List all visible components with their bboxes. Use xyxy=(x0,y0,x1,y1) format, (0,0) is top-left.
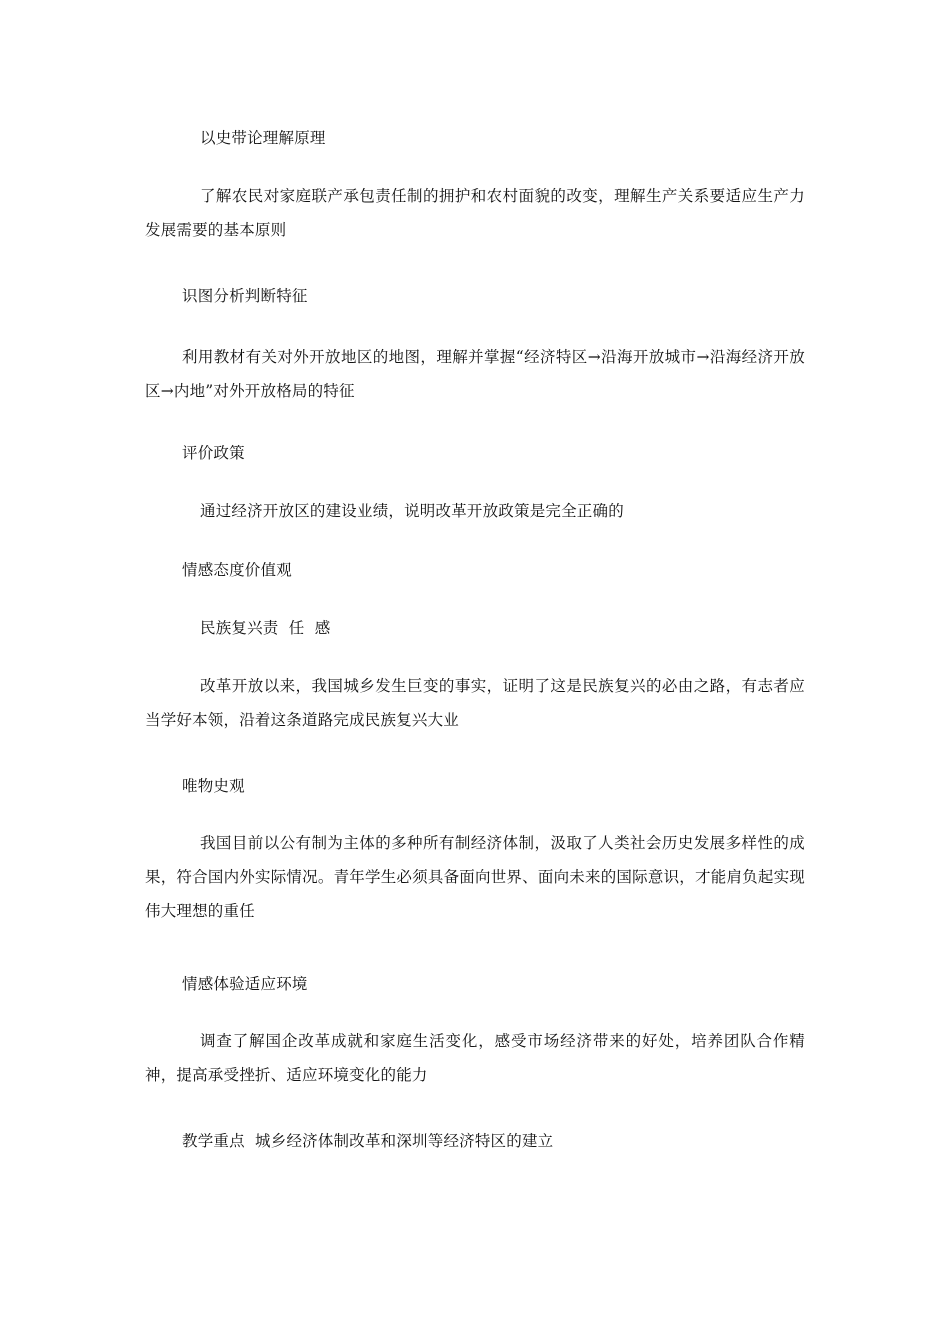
paragraph-open-zone-achievements: 通过经济开放区的建设业绩，说明改革开放政策是完全正确的 xyxy=(200,502,624,520)
paragraph-ownership-system: 我国目前以公有制为主体的多种所有制经济体制，汲取了人类社会历史发展多样性的成果，符合国内外实际情况。青年学生必须具备面向世界、面向未来的国际意识，才能肩负起实现伟大理想的重任 xyxy=(145,834,805,920)
heading-emotion-attitude-values: 情感态度价值观 xyxy=(182,561,292,579)
heading-historical-materialism: 唯物史观 xyxy=(182,777,245,795)
paragraph-reform-changes: 改革开放以来，我国城乡发生巨变的事实，证明了这是民族复兴的必由之路，有志者应当学好本领，沿着这条道路完成民族复兴大业 xyxy=(145,677,805,729)
heading-history-principle: 以史带论理解原理 xyxy=(200,129,326,147)
heading-national-rejuvenation: 民族复兴责 任 感 xyxy=(200,619,331,637)
heading-teaching-focus: 教学重点 城乡经济体制改革和深圳等经济特区的建立 xyxy=(182,1132,554,1150)
paragraph-soe-reform-survey: 调查了解国企改革成就和家庭生活变化，感受市场经济带来的好处，培养团队合作精神，提高承受挫折、适应环境变化的能力 xyxy=(145,1032,805,1084)
paragraph-opening-pattern: 利用教材有关对外开放地区的地图，理解并掌握“经济特区→沿海开放城市→沿海经济开放区→内地”对外开放格局的特征 xyxy=(145,348,805,400)
paragraph-household-contract: 了解农民对家庭联产承包责任制的拥护和农村面貌的改变，理解生产关系要适应生产力发展需要的基本原则 xyxy=(145,187,805,239)
heading-adapt-environment: 情感体验适应环境 xyxy=(182,975,308,993)
heading-evaluate-policy: 评价政策 xyxy=(182,444,245,462)
heading-map-analysis: 识图分析判断特征 xyxy=(182,287,308,305)
